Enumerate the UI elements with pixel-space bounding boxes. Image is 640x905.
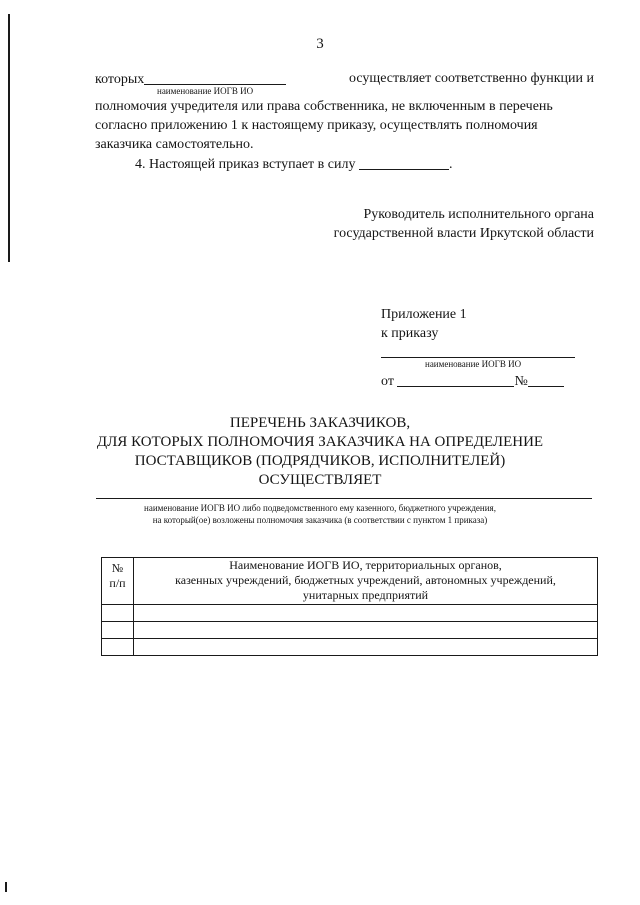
- effective-date-blank: [359, 154, 449, 170]
- paragraph-line1-start: которых: [95, 72, 145, 87]
- caption-line2: на который(ое) возложены полномочия заказчика (в соответствии с пунктом 1 приказа): [152, 515, 488, 525]
- title-line3: ПОСТАВЩИКОВ (ПОДРЯДЧИКОВ, ИСПОЛНИТЕЛЕЙ): [134, 453, 506, 469]
- customer-name-blank: [96, 498, 592, 499]
- header-number-cell: [102, 558, 134, 605]
- table-cell: [134, 639, 598, 656]
- page-number: 3: [316, 36, 324, 52]
- appendix-block: [381, 305, 581, 391]
- table-cell: [102, 605, 134, 622]
- table-header-row: [102, 558, 598, 605]
- title-line1: ПЕРЕЧЕНЬ ЗАКАЗЧИКОВ,: [229, 415, 411, 431]
- paragraph: [95, 69, 594, 174]
- title-line4: ОСУЩЕСТВЛЯЕТ: [258, 472, 382, 488]
- paragraph-line3: согласно приложению 1 к настоящему приказу, осуществлять полномочия: [95, 118, 538, 133]
- title-line2: ДЛЯ КОТОРЫХ ПОЛНОМОЧИЯ ЗАКАЗЧИКА НА ОПРЕДЕЛЕНИЕ: [96, 434, 544, 450]
- paragraph-line1-end: осуществляет соответственно функции и: [349, 71, 594, 86]
- appendix-date-blank: [397, 371, 514, 387]
- header-name-cell: [134, 558, 598, 605]
- appendix-line2: к приказу: [381, 326, 439, 341]
- table-row: [102, 605, 598, 622]
- table-cell: [134, 605, 598, 622]
- table-cell: [134, 622, 598, 639]
- header-name-line1: Наименование ИОГВ ИО, территориальных органов,: [229, 558, 502, 572]
- header-name-line3: унитарных предприятий: [302, 588, 429, 602]
- table-cell: [102, 639, 134, 656]
- customer-name-caption: [60, 502, 580, 526]
- paragraph-line2: полномочия учредителя или права собственника, не включенным в перечень: [95, 99, 553, 114]
- ogv-name-label: наименование ИОГВ ИО: [157, 86, 254, 96]
- header-number-line2: п/п: [109, 576, 126, 590]
- table-cell: [102, 622, 134, 639]
- appendix-number-sign: №: [514, 374, 528, 389]
- header-name-line2: казенных учреждений, бюджетных учреждений, автономных учреждений,: [175, 573, 556, 587]
- appendix-from: от: [381, 374, 394, 389]
- appendix-number-blank: [528, 371, 564, 387]
- ogv-name-blank: [144, 69, 286, 85]
- table-row: [102, 639, 598, 656]
- signature-line1: Руководитель исполнительного органа: [363, 207, 594, 222]
- signature-line2: государственной власти Иркутской области: [333, 226, 594, 241]
- item-4: [135, 154, 594, 174]
- left-margin-mark: [5, 882, 7, 892]
- item-4-text: 4. Настоящей приказ вступает в силу: [135, 157, 356, 172]
- signature-block: [300, 205, 594, 243]
- header-number-line1: №: [111, 561, 124, 575]
- item-4-period: .: [448, 157, 453, 172]
- caption-line1: наименование ИОГВ ИО либо подведомственного ему казенного, бюджетного учреждения,: [144, 503, 496, 513]
- appendix-ogv-blank: [381, 343, 575, 358]
- appendix-date-line: [381, 371, 581, 391]
- appendix-line1: Приложение 1: [381, 307, 467, 322]
- document-title: [60, 414, 580, 490]
- table-row: [102, 622, 598, 639]
- appendix-ogv-label: наименование ИОГВ ИО: [425, 359, 522, 369]
- paragraph-line4: заказчика самостоятельно.: [95, 137, 254, 152]
- customers-table: [101, 557, 598, 656]
